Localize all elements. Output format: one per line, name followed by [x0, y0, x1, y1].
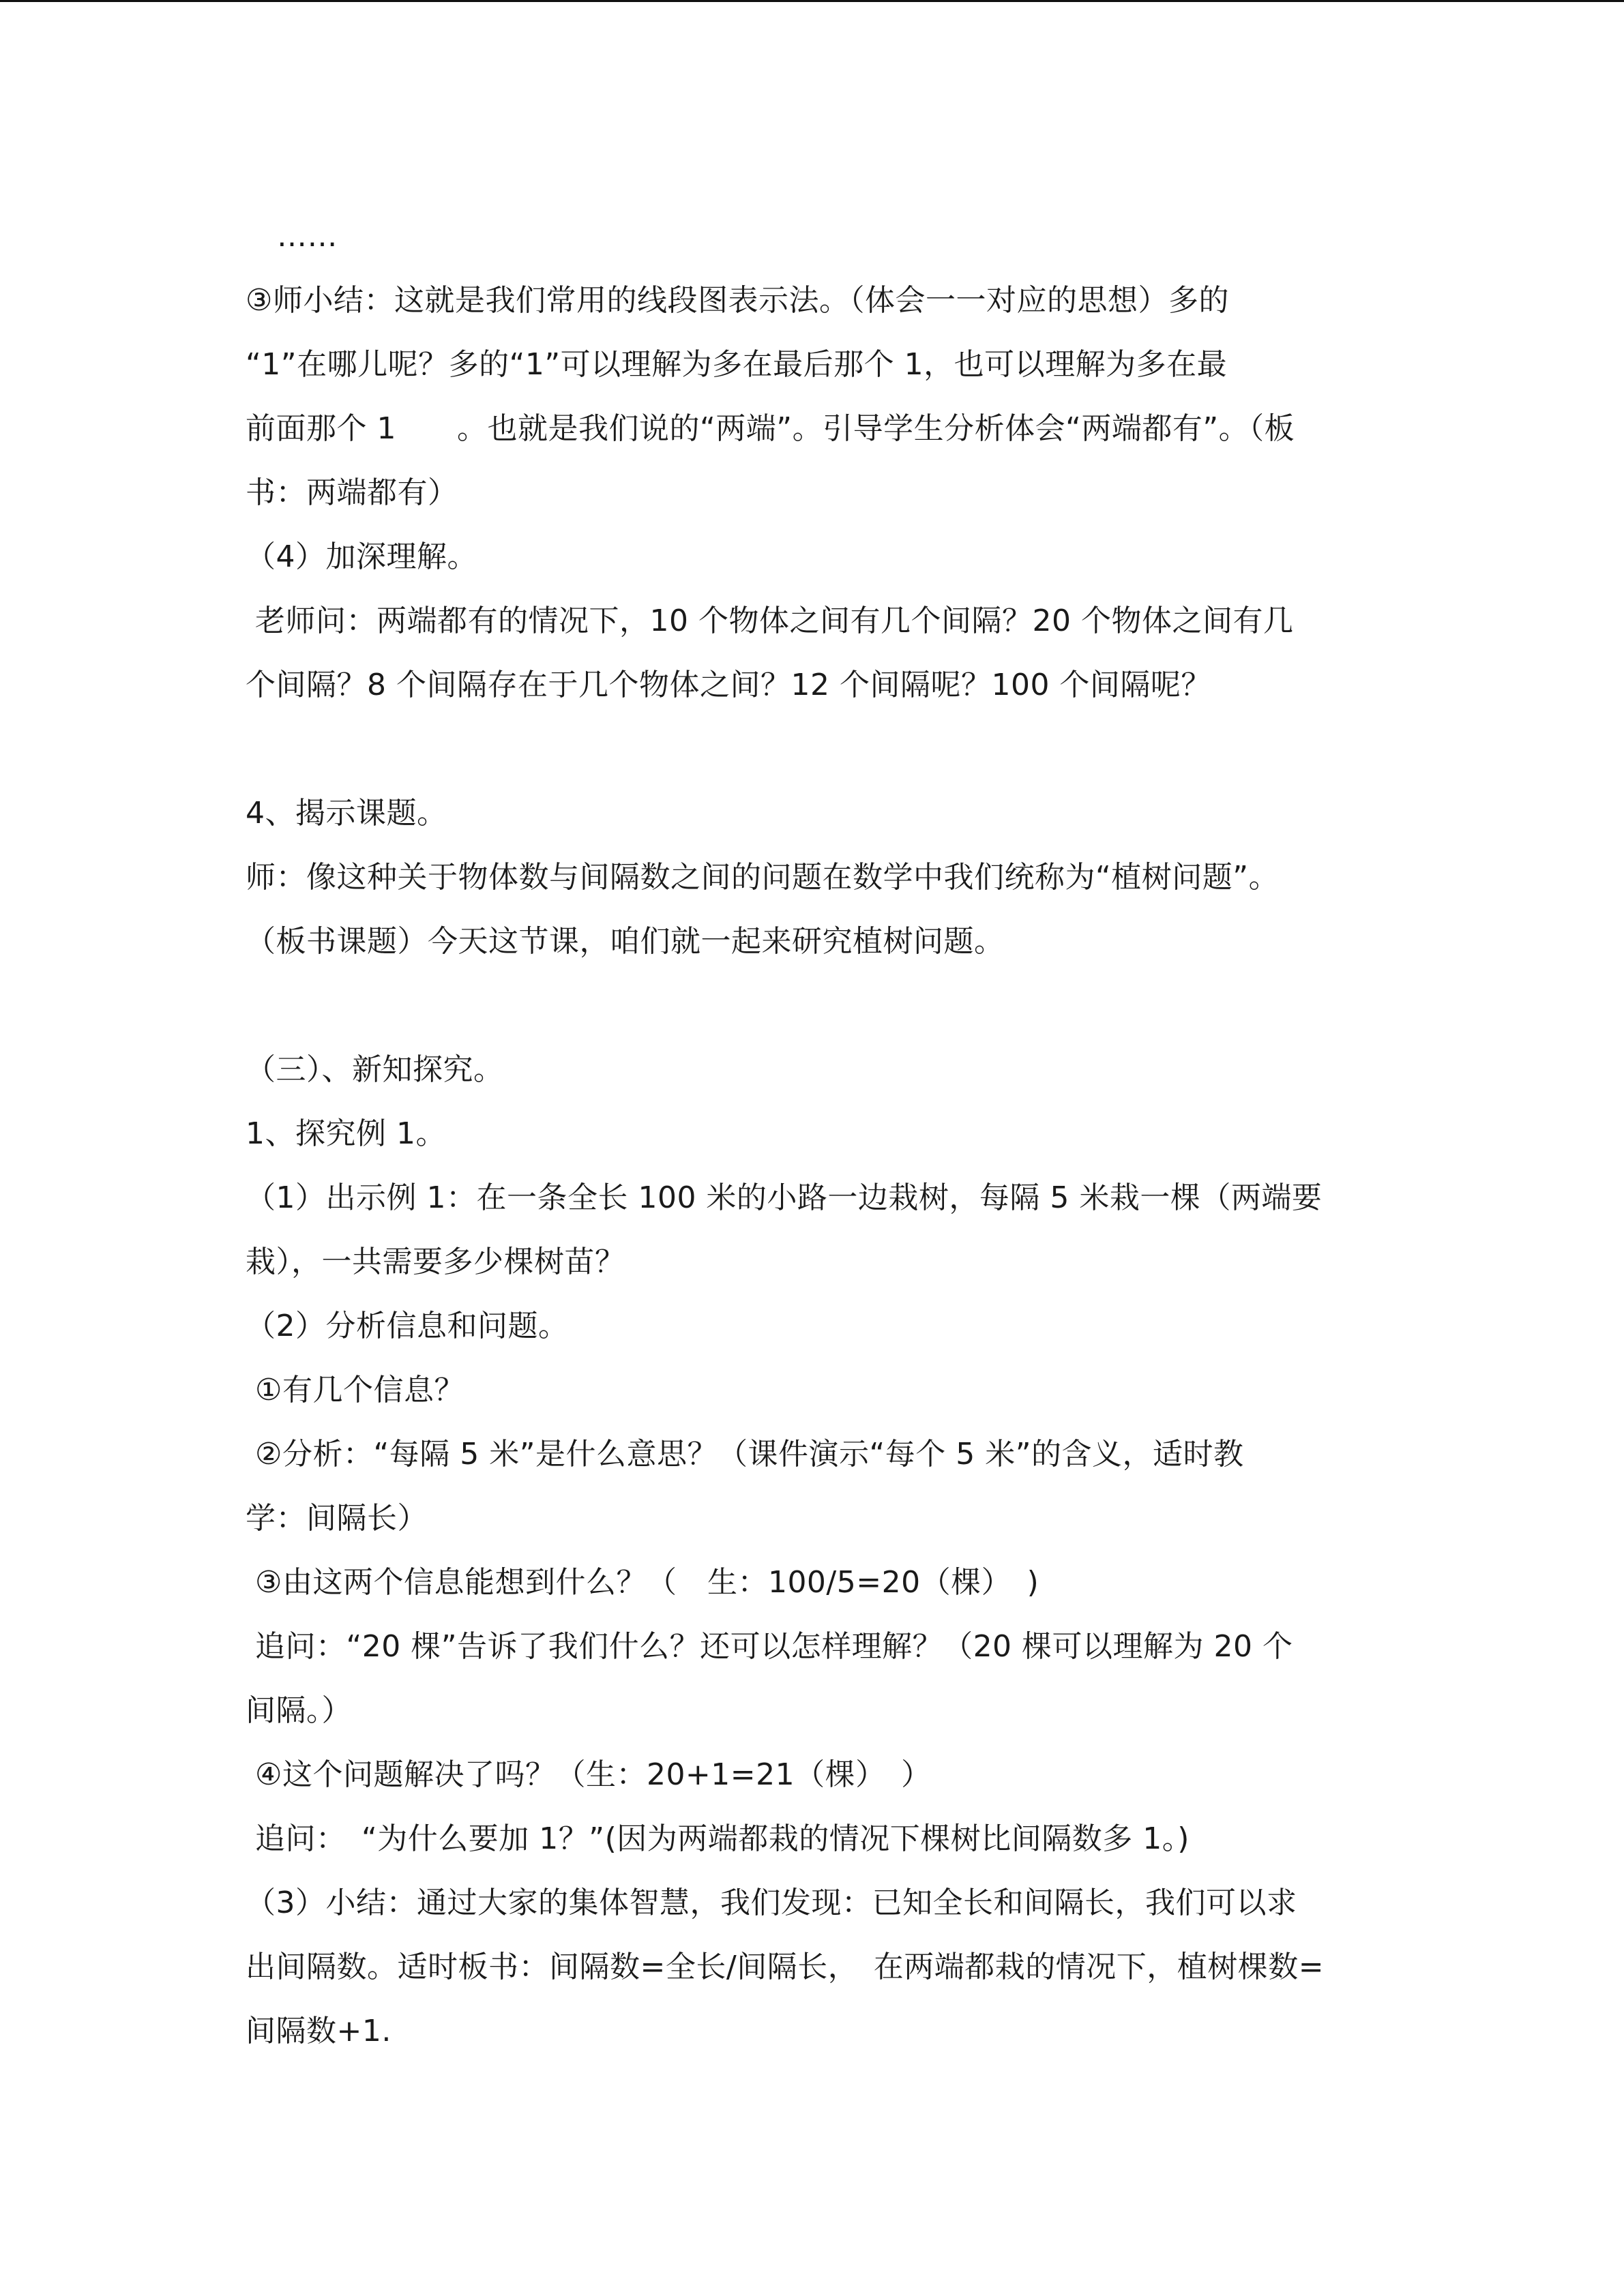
text-line: ④这个问题解决了吗？（生：20+1=21（棵） ）	[255, 1757, 932, 1792]
text-line: 书：两端都有）	[246, 475, 458, 510]
paragraph-gap	[246, 717, 1391, 781]
text-line: ①有几个信息？	[255, 1373, 464, 1407]
text-line: “1”在哪儿呢？多的“1”可以理解为多在最后那个 1，也可以理解为多在最	[246, 347, 1228, 382]
text-line: 追问：“20 棵”告诉了我们什么？还可以怎样理解？（20 棵可以理解为 20 个	[255, 1629, 1293, 1664]
text-line: 栽），一共需要多少棵树苗？	[246, 1244, 625, 1279]
text-line: （3）小结：通过大家的集体智慧，我们发现：已知全长和间隔长，我们可以求	[246, 1885, 1297, 1920]
text-line: 出间隔数。适时板书：间隔数=全长/间隔长， 在两端都栽的情况下，植树棵数=	[246, 1950, 1325, 1984]
section-heading: （三）、新知探究。	[246, 1052, 504, 1087]
text-line: 老师问：两端都有的情况下，10 个物体之间有几个间隔？20 个物体之间有几	[255, 603, 1294, 638]
subheading: 1、探究例 1。	[246, 1116, 446, 1151]
section-heading: 4、揭示课题。	[246, 796, 447, 831]
text-line: ③由这两个信息能想到什么？（ 生：100/5=20（棵） )	[255, 1565, 1039, 1600]
text-line: （1）出示例 1：在一条全长 100 米的小路一边栽树，每隔 5 米栽一棵（两端要	[246, 1180, 1323, 1215]
text-line: （板书课题）今天这节课，咱们就一起来研究植树问题。	[246, 924, 1005, 959]
subheading: （2）分析信息和问题。	[246, 1309, 569, 1343]
text-line: 间隔数+1.	[246, 2014, 392, 2048]
text-line: 追问： “为什么要加 1？”(因为两端都栽的情况下棵树比间隔数多 1。)	[255, 1821, 1190, 1856]
text-line: 间隔。）	[246, 1693, 352, 1728]
text-line: 前面那个 1 。也就是我们说的“两端”。引导学生分析体会“两端都有”。（板	[246, 411, 1295, 446]
text-line: 个间隔？8 个间隔存在于几个物体之间？12 个间隔呢？100 个间隔呢？	[246, 668, 1211, 702]
paragraph-gap	[246, 974, 1391, 1038]
subheading: （4）加深理解。	[246, 539, 477, 574]
text-line: ②分析：“每隔 5 米”是什么意思？（课件演示“每个 5 米”的含义，适时教	[255, 1437, 1244, 1472]
page-top-border	[0, 0, 1624, 2]
text-line: ③师小结：这就是我们常用的线段图表示法。（体会一一对应的思想）多的	[246, 283, 1229, 318]
text-line: 师：像这种关于物体数与间隔数之间的问题在数学中我们统称为“植树问题”。	[246, 860, 1280, 895]
text-line: 学：间隔长）	[246, 1501, 428, 1536]
document-page	[246, 205, 1391, 2063]
ellipsis-line: ……	[277, 219, 338, 254]
